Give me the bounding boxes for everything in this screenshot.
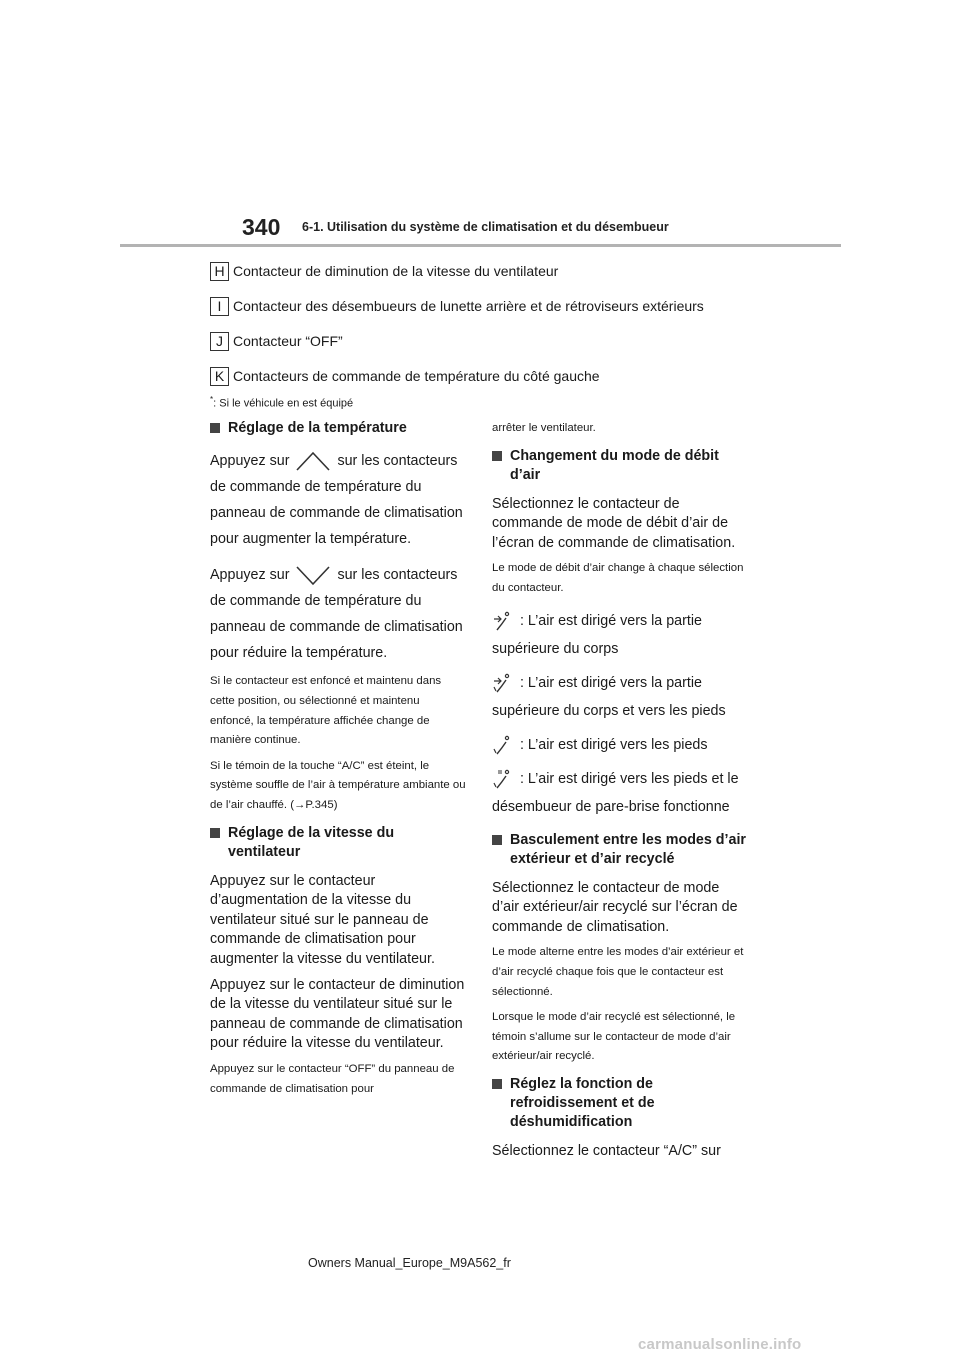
airflow-text: Sélectionnez le contacteur de commande de mode de débit d’air de l’écran de commande de climatisation. [492, 495, 736, 551]
legend-item-h [210, 261, 558, 281]
air-upper-body-feet-icon [492, 672, 514, 694]
footnote [210, 395, 353, 410]
temperature-down-text: Appuyez sur sur les contacteurs de commande de température du panneau de commande de climatisation pour réduire la température. [210, 562, 466, 666]
header-rule [120, 244, 841, 247]
legend-text: Contacteur “OFF” [233, 333, 343, 349]
legend-item-k [210, 366, 600, 386]
square-bullet-icon [492, 1079, 502, 1089]
airflow-mode-upper: : L’air est dirigé vers la partie supérieure du corps [492, 607, 750, 663]
legend-text: Contacteur des désembueurs de lunette arrière et de rétroviseurs extérieurs [233, 298, 704, 314]
watermark: carmanualsonline.info [638, 1336, 802, 1353]
section-title: 6-1. Utilisation du système de climatisation et du désembueur [302, 220, 669, 234]
temperature-note-continuous: Si le contacteur est enfoncé et maintenu dans cette position, ou sélectionné et maintenu enfoncé, la température affichée change de manière continue. [210, 675, 442, 747]
section-heading-cooling: Réglez la fonction de refroidissement et de déshumidification [492, 1075, 750, 1132]
fan-speed-increase-text: Appuyez sur le contacteur d’augmentation de la vitesse du ventilateur situé sur le panneau de commande de climatisation pour augmenter la vitesse du ventilateur. [210, 872, 435, 967]
footnote-marker: * [210, 395, 214, 404]
legend-key: I [210, 297, 229, 316]
temperature-note-ac: Si le témoin de la touche “A/C” est éteint, le système souffle de l’air à température ambiante ou de l’air chauffé. (→P.345) [210, 759, 466, 811]
square-bullet-icon [210, 828, 220, 838]
section-heading-temperature: Réglage de la température [210, 419, 466, 438]
legend-text: Contacteur de diminution de la vitesse du ventilateur [233, 263, 559, 279]
air-feet-defog-icon [492, 768, 514, 790]
page-number: 340 [242, 214, 281, 240]
square-bullet-icon [210, 423, 220, 433]
section-heading-airflow: Changement du mode de débit d’air [492, 447, 750, 485]
section-heading-fan-speed: Réglage de la vitesse du ventilateur [210, 824, 466, 862]
square-bullet-icon [492, 835, 502, 845]
fan-off-note: Appuyez sur le contacteur “OFF” du panneau de commande de climatisation pour [210, 1062, 455, 1095]
right-column [492, 419, 750, 1168]
left-column [210, 419, 466, 1105]
legend-item-j [210, 331, 343, 351]
airflow-mode-upper-feet: : L’air est dirigé vers la partie supérieure du corps et vers les pieds [492, 669, 750, 725]
cooling-text: Sélectionnez le contacteur “A/C” sur [492, 1142, 721, 1159]
airflow-mode-feet: : L’air est dirigé vers les pieds [492, 731, 750, 759]
legend-item-i [210, 296, 704, 316]
recirculation-text: Sélectionnez le contacteur de mode d’air extérieur/air recyclé sur l’écran de commande de climatisation. [492, 879, 738, 935]
footer-manual-id: Owners Manual_Europe_M9A562_fr [308, 1256, 511, 1270]
fan-off-note-continued: arrêter le ventilateur. [492, 422, 596, 434]
chevron-up-icon [293, 448, 333, 474]
legend-text: Contacteurs de commande de température du côté gauche [233, 368, 600, 384]
chevron-down-icon [293, 562, 333, 588]
temperature-up-text: Appuyez sur sur les contacteurs de commande de température du panneau de commande de climatisation pour augmenter la température. [210, 448, 466, 552]
recirculation-note-indicator: Lorsque le mode d’air recyclé est sélectionné, le témoin s’allume sur le contacteur de mode d’air extérieur/air recyclé. [492, 1011, 736, 1063]
airflow-note: Le mode de débit d’air change à chaque sélection du contacteur. [492, 562, 744, 594]
section-heading-recirculation: Basculement entre les modes d’air extérieur et d’air recyclé [492, 831, 750, 869]
square-bullet-icon [492, 451, 502, 461]
recirculation-note-toggle: Le mode alterne entre les modes d’air extérieur et d’air recyclé chaque fois que le contacteur est sélectionné. [492, 946, 744, 998]
air-upper-body-icon [492, 610, 514, 632]
fan-speed-decrease-text: Appuyez sur le contacteur de diminution de la vitesse du ventilateur situé sur le panneau de commande de climatisation pour réduire la vitesse du ventilateur. [210, 976, 465, 1052]
legend-key: K [210, 367, 229, 386]
footnote-text: : Si le véhicule en est équipé [213, 397, 354, 410]
legend-key: J [210, 332, 229, 351]
air-feet-icon [492, 734, 514, 756]
legend-key: H [210, 262, 229, 281]
airflow-mode-feet-defog: : L’air est dirigé vers les pieds et le désembueur de pare-brise fonctionne [492, 765, 750, 821]
